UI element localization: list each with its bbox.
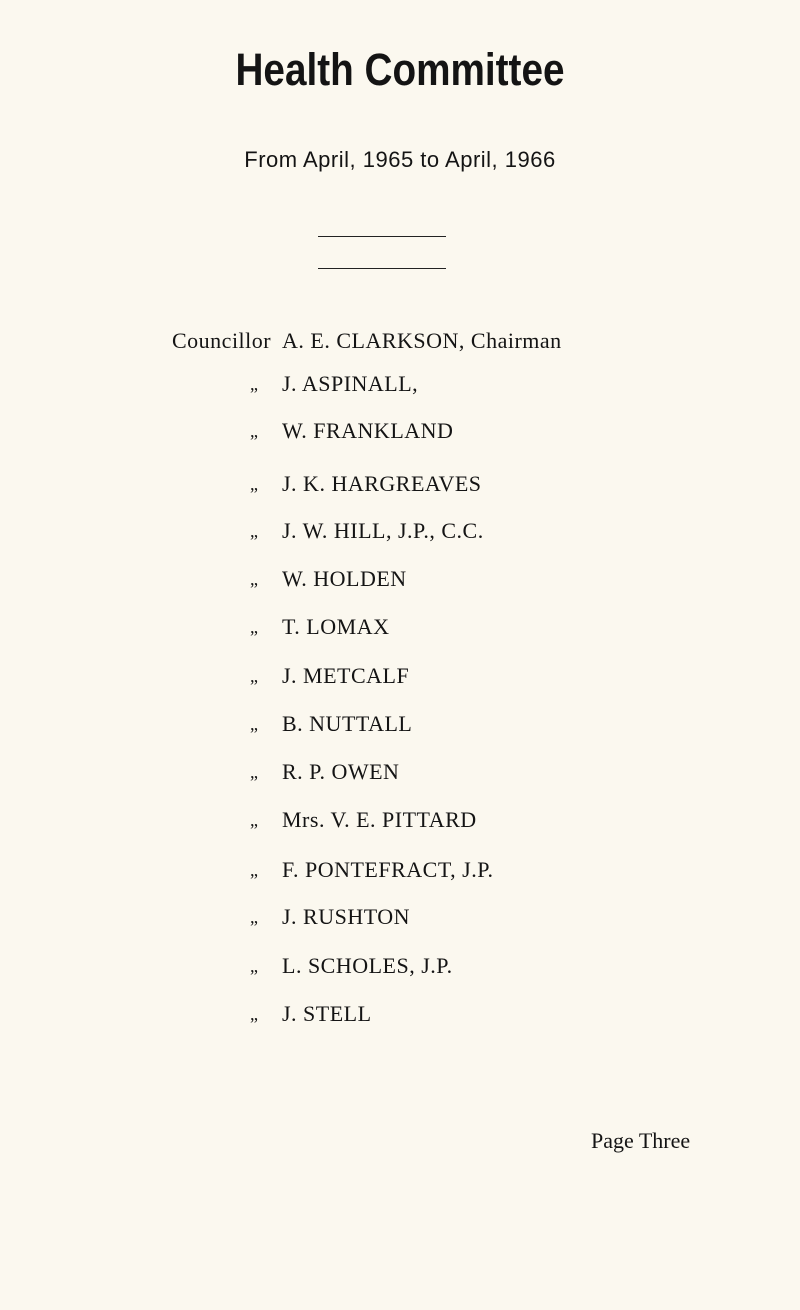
member-name: W. FRANKLAND xyxy=(282,418,454,443)
ditto-mark: „ xyxy=(250,569,259,589)
ditto-mark: „ xyxy=(250,956,259,976)
ditto-mark: „ xyxy=(250,421,259,441)
ditto-mark: „ xyxy=(250,860,259,880)
ditto-mark: „ xyxy=(250,374,259,394)
member-name: J. STELL xyxy=(282,1001,372,1026)
ditto-mark: „ xyxy=(250,474,259,494)
member-name: J. W. HILL, J.P., C.C. xyxy=(282,518,484,543)
member-name: W. HOLDEN xyxy=(282,566,407,591)
divider-rule-top xyxy=(318,236,446,237)
ditto-mark: „ xyxy=(250,617,259,637)
member-name: L. SCHOLES, J.P. xyxy=(282,953,453,978)
member-name: F. PONTEFRACT, J.P. xyxy=(282,857,494,882)
member-name: Mrs. V. E. PITTARD xyxy=(282,807,477,832)
member-name: B. NUTTALL xyxy=(282,711,413,736)
ditto-mark: „ xyxy=(250,907,259,927)
page-number: Page Three xyxy=(591,1128,691,1153)
member-name: J. RUSHTON xyxy=(282,904,411,929)
ditto-mark: „ xyxy=(250,762,259,782)
page-title: Health Committee xyxy=(235,44,565,95)
member-name: T. LOMAX xyxy=(282,614,390,639)
ditto-mark: „ xyxy=(250,714,259,734)
ditto-mark: „ xyxy=(250,666,259,686)
chairman-prefix: Councillor xyxy=(172,328,272,353)
ditto-mark: „ xyxy=(250,1004,259,1024)
member-name: J. ASPINALL, xyxy=(282,371,419,396)
member-name: J. METCALF xyxy=(282,663,410,688)
ditto-mark: „ xyxy=(250,810,259,830)
ditto-mark: „ xyxy=(250,521,259,541)
divider-rule-bottom xyxy=(318,268,446,269)
page-subtitle: From April, 1965 to April, 1966 xyxy=(244,147,556,172)
member-name: J. K. HARGREAVES xyxy=(282,471,482,496)
chairman-name: A. E. CLARKSON, Chairman xyxy=(282,328,562,353)
member-name: R. P. OWEN xyxy=(282,759,400,784)
